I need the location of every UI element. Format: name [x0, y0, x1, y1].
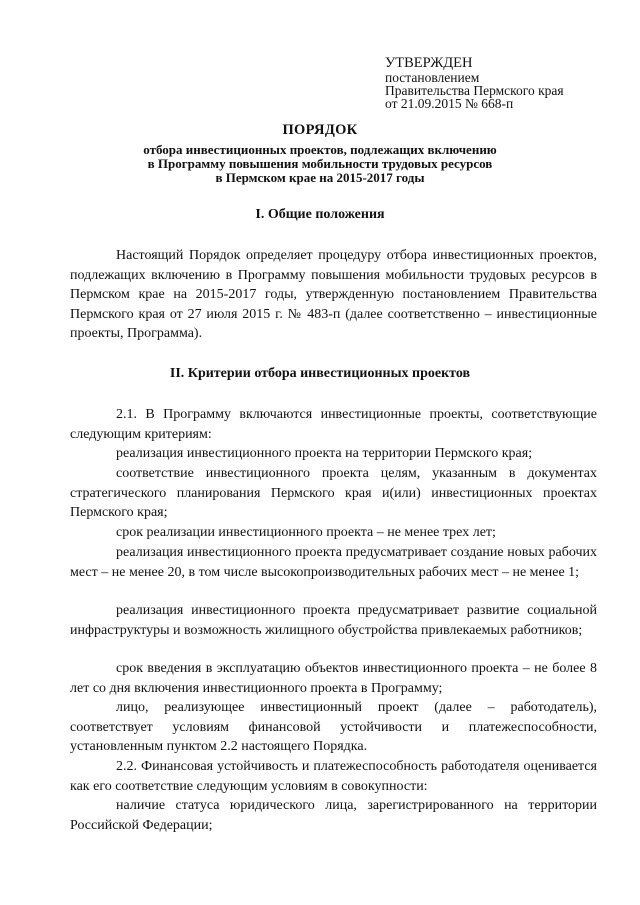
paragraph-text: лицо, реализующее инвестиционный проект (далее – работодатель), соответствует условиям финансовой устойчивости и платежеспособности, установленным пунктом 2.2 настоящего Порядка. — [70, 700, 597, 755]
paragraph-text: наличие статуса юридического лица, зарегистрированного на территории Российской Федерации; — [70, 798, 597, 833]
paragraph — [70, 698, 597, 757]
paragraph — [70, 246, 597, 344]
paragraph — [70, 444, 597, 464]
approval-line: постановлением — [385, 70, 480, 85]
document-subtitle — [0, 143, 640, 185]
subtitle-line: в Пермском крае на 2015-2017 годы — [215, 170, 425, 185]
paragraph — [70, 796, 597, 835]
paragraph — [70, 601, 597, 640]
approval-date: от 21.09.2015 № 668-п — [385, 96, 514, 111]
paragraph-text: срок реализации инвестиционного проекта – не менее трех лет; — [116, 525, 496, 540]
paragraph-text: соответствие инвестиционного проекта целям, указанным в документах стратегического планирования Пермского края и(или) инвестиционных проектах Пермского края; — [70, 466, 597, 521]
paragraph — [70, 464, 597, 523]
section-heading-2: II. Критерии отбора инвестиционных проектов — [169, 366, 471, 381]
paragraph-text: срок введения в эксплуатацию объектов инвестиционного проекта – не более 8 лет со дня включения инвестиционного проекта в Программу; — [70, 661, 597, 696]
paragraph-text: 2.2. Финансовая устойчивость и платежеспособность работодателя оценивается как его соответствие следующим условиям в совокупности: — [70, 759, 597, 794]
approval-line: Правительства Пермского края — [385, 83, 564, 98]
paragraph-text: Настоящий Порядок определяет процедуру отбора инвестиционных проектов, подлежащих включению в Программу повышения мобильности трудовых ресурсов в Пермском крае на 2015-2017 годы, утвержденную постановлением Правительства Пермского края от 27 июля 2015 г. № 483-п (далее соответственно – инвестиционные проекты, Программа). — [70, 248, 597, 342]
paragraph-text: реализация инвестиционного проекта предусматривает развитие социальной инфраструктуры и возможность жилищного обустройства привлекаемых работников; — [70, 603, 597, 638]
paragraph — [70, 659, 597, 698]
approval-stamp — [385, 56, 564, 110]
paragraph — [70, 405, 597, 444]
paragraph-text: реализация инвестиционного проекта предусматривает создание новых рабочих мест – не менее 20, в том числе высокопроизводительных рабочих мест – не менее 1; — [70, 545, 597, 580]
subtitle-line: отбора инвестиционных проектов, подлежащих включению — [143, 142, 497, 157]
subtitle-line: в Программу повышения мобильности трудовых ресурсов — [147, 156, 493, 171]
paragraph — [70, 523, 597, 543]
paragraph — [70, 543, 597, 582]
paragraph-text: реализация инвестиционного проекта на территории Пермского края; — [116, 446, 533, 461]
document-title: ПОРЯДОК — [282, 122, 358, 138]
approval-heading: УТВЕРЖДЕН — [385, 55, 473, 71]
section-heading-1: I. Общие положения — [255, 207, 385, 222]
paragraph-text: 2.1. В Программу включаются инвестиционные проекты, соответствующие следующим критериям: — [70, 407, 597, 442]
paragraph — [70, 757, 597, 796]
